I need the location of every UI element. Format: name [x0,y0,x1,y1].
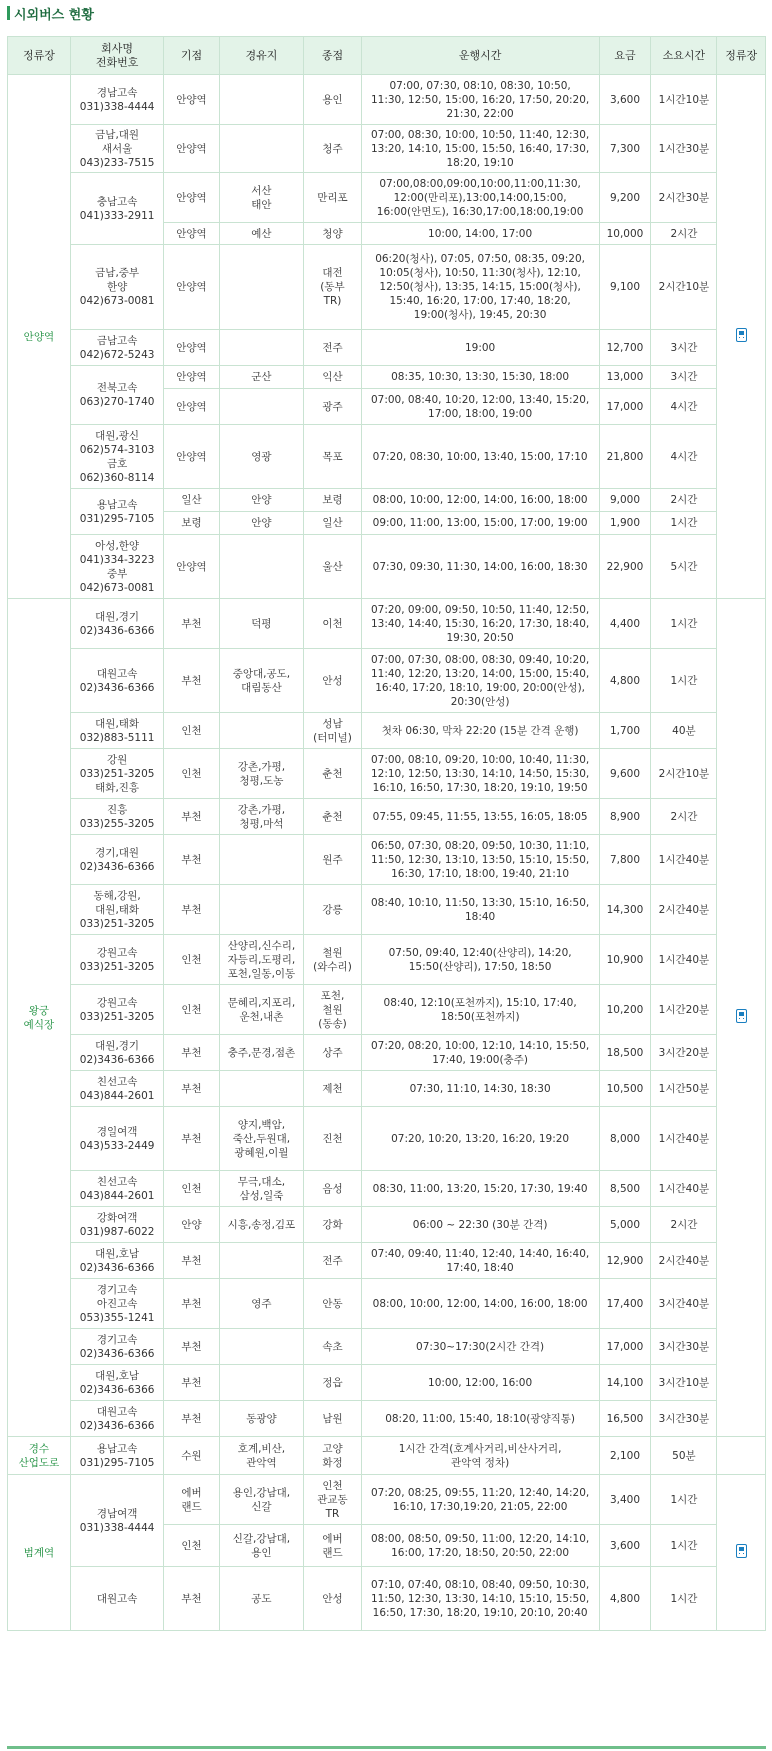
schedule-cell: 07:20, 08:20, 10:00, 12:10, 14:10, 15:50, 17:40, 19:00(충주) [361,1035,599,1071]
terminal-name: 왕궁 예식장 [8,599,71,1437]
via-cell: 충주,문경,점촌 [219,1035,304,1071]
destination-cell: 청양 [304,223,361,245]
duration-cell: 2시간30분 [651,173,717,223]
destination-cell: 춘천 [304,749,361,799]
col-header-fare: 요금 [599,37,651,75]
origin-cell: 안양역 [164,245,219,330]
fare-cell: 17,000 [599,389,651,425]
company-cell: 대원고속 02)3436-6366 [70,1401,164,1437]
col-header-company: 회사명 전화번호 [70,37,164,75]
company-cell: 아성,한양 041)334-3223 중부 042)673-0081 [70,535,164,599]
duration-cell: 1시간40분 [651,935,717,985]
duration-cell: 3시간10분 [651,1365,717,1401]
duration-cell: 2시간10분 [651,749,717,799]
fare-cell: 4,800 [599,649,651,713]
via-cell [219,1071,304,1107]
schedule-cell: 07:20, 08:25, 09:55, 11:20, 12:40, 14:20, 16:10, 17:30,19:20, 21:05, 22:00 [361,1475,599,1525]
fare-cell: 1,900 [599,512,651,535]
table-row [8,649,766,713]
table-row [8,1437,766,1475]
destination-cell: 남원 [304,1401,361,1437]
destination-cell: 안성 [304,649,361,713]
via-cell: 강촌,가평, 청평,도농 [219,749,304,799]
schedule-cell: 07:00, 08:40, 10:20, 12:00, 13:40, 15:20, 17:00, 18:00, 19:00 [361,389,599,425]
origin-cell: 인천 [164,749,219,799]
duration-cell: 3시간20분 [651,1035,717,1071]
duration-cell: 1시간 [651,649,717,713]
table-row [8,1329,766,1365]
fare-cell: 8,500 [599,1171,651,1207]
terminal-name: 범계역 [8,1475,71,1631]
schedule-cell: 06:00 ~ 22:30 (30분 간격) [361,1207,599,1243]
duration-cell: 2시간 [651,799,717,835]
stop-icon-cell [717,1475,766,1631]
table-row [8,1107,766,1171]
schedule-cell: 첫차 06:30, 막차 22:20 (15분 간격 운행) [361,713,599,749]
table-row [8,1171,766,1207]
table-row [8,366,766,389]
origin-cell: 인천 [164,713,219,749]
table-row [8,749,766,799]
fare-cell: 16,500 [599,1401,651,1437]
schedule-cell: 07:10, 07:40, 08:10, 08:40, 09:50, 10:30, 11:50, 12:30, 13:30, 14:10, 15:10, 15:50, 16:50, 17:30, 18:20, 19:10, 20:10, 20:40 [361,1567,599,1631]
bus-stop-icon [736,328,747,342]
via-cell: 예산 [219,223,304,245]
fare-cell: 5,000 [599,1207,651,1243]
schedule-cell: 07:20, 08:30, 10:00, 13:40, 15:00, 17:10 [361,425,599,489]
via-cell: 시흥,송정,김포 [219,1207,304,1243]
company-cell: 진흥 033)255-3205 [70,799,164,835]
fare-cell: 17,000 [599,1329,651,1365]
schedule-cell: 06:50, 07:30, 08:20, 09:50, 10:30, 11:10, 11:50, 12:30, 13:10, 13:50, 15:10, 15:50, 16:30, 17:10, 18:00, 19:40, 21:10 [361,835,599,885]
duration-cell: 1시간30분 [651,125,717,173]
schedule-cell: 07:00, 08:10, 09:20, 10:00, 10:40, 11:30, 12:10, 12:50, 13:30, 14:10, 14:50, 15:30, 16:10, 16:50, 17:30, 18:20, 19:10, 19:50 [361,749,599,799]
company-cell: 경기,대원 02)3436-6366 [70,835,164,885]
table-row [8,425,766,489]
schedule-cell: 06:20(청사), 07:05, 07:50, 08:35, 09:20, 10:05(청사), 10:50, 11:30(청사), 12:10, 12:50(청사), 13:35, 14:15, 15:00(청사), 15:40, 16:20, 17:00, 17:40, 18:20, 19:00(청사), 19:45, 20:30 [361,245,599,330]
origin-cell: 부천 [164,1279,219,1329]
origin-cell: 인천 [164,1171,219,1207]
fare-cell: 10,500 [599,1071,651,1107]
via-cell: 호계,비산, 관악역 [219,1437,304,1475]
fare-cell: 9,600 [599,749,651,799]
origin-cell: 안양역 [164,366,219,389]
via-cell: 양지,백암, 죽산,두원대, 광혜원,이월 [219,1107,304,1171]
schedule-cell: 10:00, 12:00, 16:00 [361,1365,599,1401]
table-row [8,1279,766,1329]
destination-cell: 광주 [304,389,361,425]
fare-cell: 14,300 [599,885,651,935]
via-cell: 무극,대소, 삼성,일죽 [219,1171,304,1207]
duration-cell: 1시간40분 [651,835,717,885]
via-cell [219,389,304,425]
company-cell: 경기고속 02)3436-6366 [70,1329,164,1365]
fare-cell: 3,600 [599,75,651,125]
company-cell: 경남여객 031)338-4444 [70,1475,164,1567]
header-row [8,37,766,75]
duration-cell: 2시간40분 [651,885,717,935]
via-cell: 신갈,강남대, 용인 [219,1525,304,1567]
origin-cell: 부천 [164,835,219,885]
fare-cell: 7,300 [599,125,651,173]
origin-cell: 부천 [164,1329,219,1365]
origin-cell: 보령 [164,512,219,535]
origin-cell: 부천 [164,885,219,935]
via-cell: 용인,강남대, 신갈 [219,1475,304,1525]
col-header-destination: 종점 [304,37,361,75]
schedule-cell: 08:00, 08:50, 09:50, 11:00, 12:20, 14:10, 16:00, 17:20, 18:50, 20:50, 22:00 [361,1525,599,1567]
fare-cell: 7,800 [599,835,651,885]
origin-cell: 부천 [164,649,219,713]
duration-cell: 1시간10분 [651,75,717,125]
duration-cell: 2시간 [651,489,717,512]
origin-cell: 안양역 [164,425,219,489]
origin-cell: 부천 [164,1107,219,1171]
table-row [8,489,766,512]
origin-cell: 안양역 [164,223,219,245]
via-cell: 안양 [219,512,304,535]
origin-cell: 안양역 [164,330,219,366]
table-row [8,935,766,985]
destination-cell: 청주 [304,125,361,173]
origin-cell: 안양역 [164,125,219,173]
via-cell: 공도 [219,1567,304,1631]
destination-cell: 안동 [304,1279,361,1329]
destination-cell: 전주 [304,330,361,366]
table-row [8,75,766,125]
origin-cell: 안양역 [164,75,219,125]
company-cell: 친선고속 043)844-2601 [70,1171,164,1207]
duration-cell: 1시간 [651,1525,717,1567]
destination-cell: 안성 [304,1567,361,1631]
terminal-name: 안양역 [8,75,71,599]
via-cell [219,1365,304,1401]
destination-cell: 만리포 [304,173,361,223]
via-cell [219,125,304,173]
table-row [8,835,766,885]
fare-cell: 8,000 [599,1107,651,1171]
via-cell [219,835,304,885]
duration-cell: 2시간10분 [651,245,717,330]
destination-cell: 춘천 [304,799,361,835]
schedule-cell: 07:30, 11:10, 14:30, 18:30 [361,1071,599,1107]
duration-cell: 40분 [651,713,717,749]
duration-cell: 2시간 [651,223,717,245]
origin-cell: 수원 [164,1437,219,1475]
duration-cell: 3시간30분 [651,1401,717,1437]
via-cell [219,885,304,935]
stop-icon-cell [717,599,766,1437]
origin-cell: 부천 [164,1401,219,1437]
page-title: 시외버스 현황 [14,8,94,23]
duration-cell: 1시간40분 [651,1107,717,1171]
origin-cell: 부천 [164,1567,219,1631]
fare-cell: 4,400 [599,599,651,649]
schedule-cell: 08:35, 10:30, 13:30, 15:30, 18:00 [361,366,599,389]
company-cell: 친선고속 043)844-2601 [70,1071,164,1107]
fare-cell: 10,900 [599,935,651,985]
destination-cell: 이천 [304,599,361,649]
schedule-cell: 07:00, 07:30, 08:10, 08:30, 10:50, 11:30, 12:50, 15:00, 16:20, 17:50, 20:20, 21:30, 22:00 [361,75,599,125]
origin-cell: 부천 [164,1035,219,1071]
origin-cell: 인천 [164,1525,219,1567]
table-row [8,885,766,935]
schedule-cell: 07:20, 10:20, 13:20, 16:20, 19:20 [361,1107,599,1171]
schedule-cell: 08:00, 10:00, 12:00, 14:00, 16:00, 18:00 [361,1279,599,1329]
duration-cell: 1시간 [651,1475,717,1525]
destination-cell: 강화 [304,1207,361,1243]
company-cell: 충남고속 041)333-2911 [70,173,164,245]
via-cell [219,1329,304,1365]
origin-cell: 안양역 [164,389,219,425]
table-row [8,1071,766,1107]
company-cell: 강원고속 033)251-3205 [70,985,164,1035]
col-header-duration: 소요시간 [651,37,717,75]
table-row [8,1365,766,1401]
table-row [8,330,766,366]
table-row [8,1401,766,1437]
destination-cell: 상주 [304,1035,361,1071]
company-cell: 용남고속 031)295-7105 [70,1437,164,1475]
duration-cell: 4시간 [651,389,717,425]
duration-cell: 5시간 [651,535,717,599]
destination-cell: 성남 (터미널) [304,713,361,749]
duration-cell: 3시간 [651,330,717,366]
destination-cell: 익산 [304,366,361,389]
origin-cell: 인천 [164,935,219,985]
via-cell: 덕평 [219,599,304,649]
table-row [8,173,766,223]
duration-cell: 4시간 [651,425,717,489]
destination-cell: 목포 [304,425,361,489]
fare-cell: 9,200 [599,173,651,223]
fare-cell: 1,700 [599,713,651,749]
fare-cell: 21,800 [599,425,651,489]
bus-stop-icon [736,1009,747,1023]
stop-icon-cell [717,1437,766,1475]
company-cell: 대원고속 02)3436-6366 [70,649,164,713]
company-cell: 대원,경기 02)3436-6366 [70,1035,164,1071]
company-cell: 동해,강원, 대원,태화 033)251-3205 [70,885,164,935]
destination-cell: 음성 [304,1171,361,1207]
table-row [8,713,766,749]
via-cell [219,75,304,125]
fare-cell: 3,400 [599,1475,651,1525]
origin-cell: 부천 [164,1243,219,1279]
company-cell: 경기고속 아진고속 053)355-1241 [70,1279,164,1329]
destination-cell: 대전 (동부 TR) [304,245,361,330]
via-cell: 중앙대,공도, 대림동산 [219,649,304,713]
schedule-cell: 07:40, 09:40, 11:40, 12:40, 14:40, 16:40, 17:40, 18:40 [361,1243,599,1279]
schedule-cell: 07:20, 09:00, 09:50, 10:50, 11:40, 12:50, 13:40, 14:40, 15:30, 16:20, 17:30, 18:40, 19:30, 20:50 [361,599,599,649]
destination-cell: 에버 랜드 [304,1525,361,1567]
duration-cell: 2시간40분 [651,1243,717,1279]
via-cell: 강촌,가평, 청평,마석 [219,799,304,835]
fare-cell: 4,800 [599,1567,651,1631]
bus-stop-icon [736,1544,747,1558]
col-header-stop: 정류장 [8,37,71,75]
duration-cell: 1시간20분 [651,985,717,1035]
schedule-cell: 07:30, 09:30, 11:30, 14:00, 16:00, 18:30 [361,535,599,599]
schedule-cell: 19:00 [361,330,599,366]
company-cell: 대원,호남 02)3436-6366 [70,1365,164,1401]
destination-cell: 속초 [304,1329,361,1365]
company-cell: 대원,태화 032)883-5111 [70,713,164,749]
fare-cell: 18,500 [599,1035,651,1071]
destination-cell: 보령 [304,489,361,512]
destination-cell: 제천 [304,1071,361,1107]
company-cell: 경남고속 031)338-4444 [70,75,164,125]
origin-cell: 일산 [164,489,219,512]
schedule-cell: 08:40, 10:10, 11:50, 13:30, 15:10, 16:50, 18:40 [361,885,599,935]
fare-cell: 9,100 [599,245,651,330]
origin-cell: 인천 [164,985,219,1035]
origin-cell: 에버 랜드 [164,1475,219,1525]
schedule-cell: 07:00,08:00,09:00,10:00,11:00,11:30, 12:00(만리포),13:00,14:00,15:00, 16:00(안면도), 16:30,17:00,18:00,19:00 [361,173,599,223]
table-row [8,1567,766,1631]
destination-cell: 철원 (와수리) [304,935,361,985]
table-row [8,599,766,649]
schedule-cell: 08:20, 11:00, 15:40, 18:10(광양직통) [361,1401,599,1437]
intercity-bus-table [7,36,766,1631]
stop-icon-cell [717,75,766,599]
table-row [8,1475,766,1525]
origin-cell: 안양역 [164,173,219,223]
schedule-cell: 07:00, 07:30, 08:00, 08:30, 09:40, 10:20, 11:40, 12:20, 13:20, 14:00, 15:00, 15:40, 16:40, 17:20, 18:10, 19:00, 20:00(안성), 20:30(안성) [361,649,599,713]
company-cell: 대원고속 [70,1567,164,1631]
via-cell [219,245,304,330]
duration-cell: 1시간50분 [651,1071,717,1107]
col-header-stop-icon: 정류장 [717,37,766,75]
origin-cell: 부천 [164,799,219,835]
fare-cell: 10,000 [599,223,651,245]
schedule-cell: 07:50, 09:40, 12:40(산양리), 14:20, 15:50(산양리), 17:50, 18:50 [361,935,599,985]
company-cell: 경일여객 043)533-2449 [70,1107,164,1171]
table-row [8,799,766,835]
company-cell: 금남,중부 한양 042)673-0081 [70,245,164,330]
company-cell: 전북고속 063)270-1740 [70,366,164,425]
company-cell: 강화여객 031)987-6022 [70,1207,164,1243]
duration-cell: 2시간 [651,1207,717,1243]
via-cell: 영광 [219,425,304,489]
duration-cell: 1시간 [651,1567,717,1631]
via-cell: 산양리,신수리, 자등리,도평리, 포천,일동,이동 [219,935,304,985]
terminal-name: 경수 산업도로 [8,1437,71,1475]
destination-cell: 정읍 [304,1365,361,1401]
duration-cell: 50분 [651,1437,717,1475]
company-cell: 용남고속 031)295-7105 [70,489,164,535]
origin-cell: 부천 [164,1365,219,1401]
destination-cell: 강릉 [304,885,361,935]
duration-cell: 3시간30분 [651,1329,717,1365]
table-row [8,1243,766,1279]
schedule-cell: 08:30, 11:00, 13:20, 15:20, 17:30, 19:40 [361,1171,599,1207]
destination-cell: 인천 관교동 TR [304,1475,361,1525]
fare-cell: 12,900 [599,1243,651,1279]
schedule-cell: 07:55, 09:45, 11:55, 13:55, 16:05, 18:05 [361,799,599,835]
fare-cell: 2,100 [599,1437,651,1475]
duration-cell: 3시간40분 [651,1279,717,1329]
via-cell: 영주 [219,1279,304,1329]
schedule-cell: 07:30~17:30(2시간 간격) [361,1329,599,1365]
schedule-cell: 10:00, 14:00, 17:00 [361,223,599,245]
fare-cell: 10,200 [599,985,651,1035]
schedule-cell: 07:00, 08:30, 10:00, 10:50, 11:40, 12:30, 13:20, 14:10, 15:00, 15:50, 16:40, 17:30, 18:20, 19:10 [361,125,599,173]
fare-cell: 14,100 [599,1365,651,1401]
company-cell: 금남고속 042)672-5243 [70,330,164,366]
section-header [0,0,772,26]
company-cell: 대원,호남 02)3436-6366 [70,1243,164,1279]
schedule-cell: 08:00, 10:00, 12:00, 14:00, 16:00, 18:00 [361,489,599,512]
destination-cell: 진천 [304,1107,361,1171]
destination-cell: 전주 [304,1243,361,1279]
origin-cell: 부천 [164,599,219,649]
duration-cell: 3시간 [651,366,717,389]
company-cell: 금남,대원 새서울 043)233-7515 [70,125,164,173]
col-header-schedule: 운행시간 [361,37,599,75]
destination-cell: 일산 [304,512,361,535]
fare-cell: 8,900 [599,799,651,835]
fare-cell: 3,600 [599,1525,651,1567]
via-cell: 군산 [219,366,304,389]
destination-cell: 원주 [304,835,361,885]
via-cell: 동광양 [219,1401,304,1437]
via-cell: 안양 [219,489,304,512]
table-row [8,1035,766,1071]
destination-cell: 울산 [304,535,361,599]
origin-cell: 안양역 [164,535,219,599]
via-cell [219,330,304,366]
table-row [8,245,766,330]
via-cell [219,535,304,599]
fare-cell: 12,700 [599,330,651,366]
fare-cell: 13,000 [599,366,651,389]
fare-cell: 22,900 [599,535,651,599]
schedule-cell: 09:00, 11:00, 13:00, 15:00, 17:00, 19:00 [361,512,599,535]
schedule-cell: 1시간 간격(호계사거리,비산사거리, 관악역 정차) [361,1437,599,1475]
company-cell: 강원 033)251-3205 태화,진흥 [70,749,164,799]
col-header-via: 경유지 [219,37,304,75]
duration-cell: 1시간 [651,599,717,649]
fare-cell: 17,400 [599,1279,651,1329]
table-row [8,1207,766,1243]
company-cell: 대원,광신 062)574-3103 금호 062)360-8114 [70,425,164,489]
company-cell: 대원,경기 02)3436-6366 [70,599,164,649]
fare-cell: 9,000 [599,489,651,512]
company-cell: 강원고속 033)251-3205 [70,935,164,985]
duration-cell: 1시간40분 [651,1171,717,1207]
table-row [8,535,766,599]
origin-cell: 안양 [164,1207,219,1243]
destination-cell: 포천, 철원 (동송) [304,985,361,1035]
via-cell [219,713,304,749]
destination-cell: 용인 [304,75,361,125]
destination-cell: 고양 화정 [304,1437,361,1475]
schedule-cell: 08:40, 12:10(포천까지), 15:10, 17:40, 18:50(포천까지) [361,985,599,1035]
via-cell: 서산 태안 [219,173,304,223]
table-row [8,125,766,173]
col-header-origin: 기점 [164,37,219,75]
table-row [8,985,766,1035]
duration-cell: 1시간 [651,512,717,535]
origin-cell: 부천 [164,1071,219,1107]
via-cell: 문혜리,지포리, 운천,내촌 [219,985,304,1035]
title-accent-bar [7,6,10,20]
table-bottom-border [7,1746,766,1749]
via-cell [219,1243,304,1279]
